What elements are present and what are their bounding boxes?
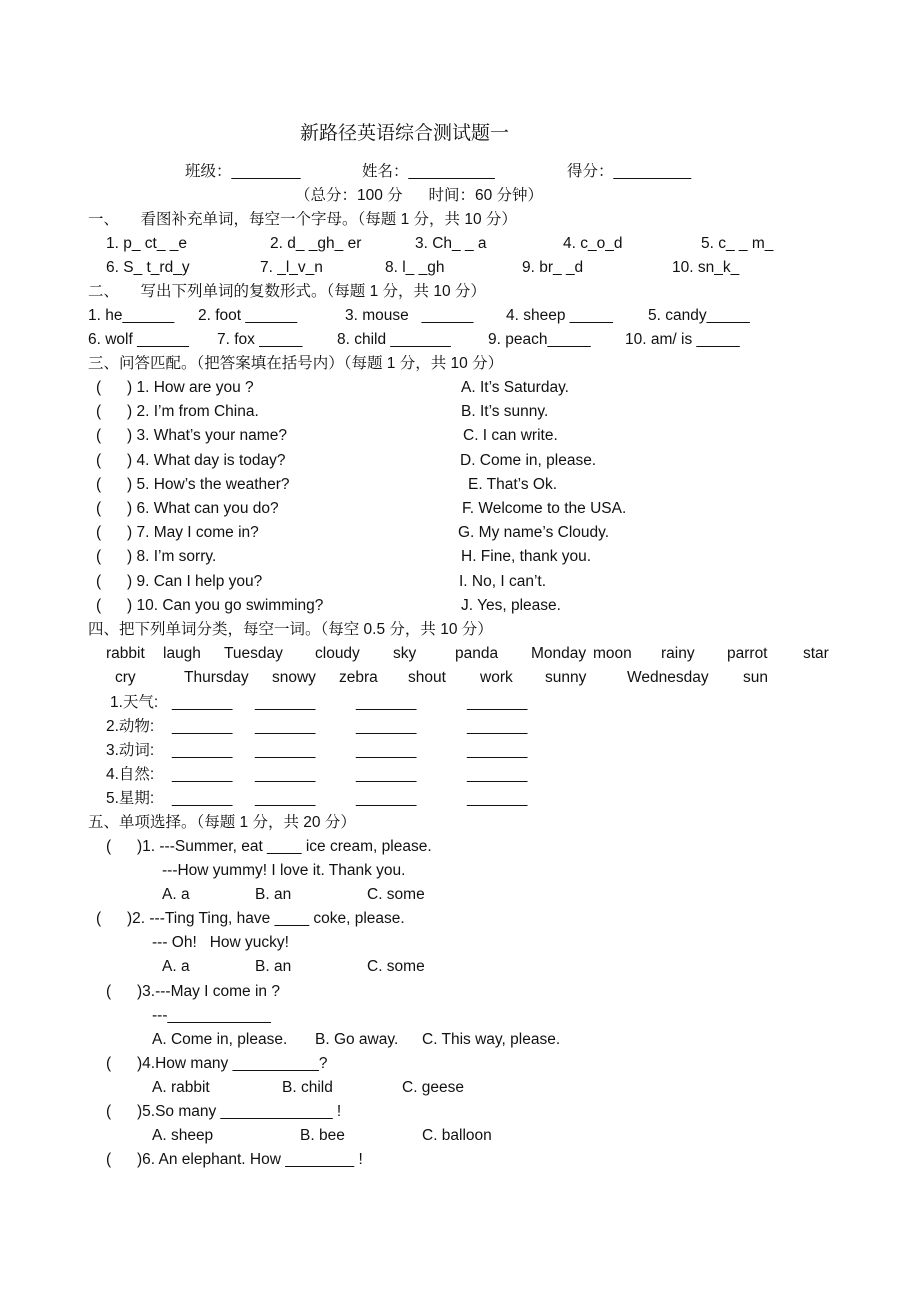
answer-blank: _______ [255, 790, 316, 807]
answer-blank: _______ [356, 742, 417, 759]
answer-blank: _______ [172, 694, 233, 711]
plural-item: 5. candy_____ [648, 307, 750, 324]
option: B. an [255, 886, 292, 903]
section2-heading: 二、 写出下列单词的复数形式。（每题 1 分，共 10 分） [88, 283, 486, 300]
category-label: 5.星期: [106, 790, 155, 807]
plural-item: 10. am/ is _____ [625, 331, 740, 348]
word-bank-item: shout [408, 669, 446, 686]
word-bank-item: panda [455, 645, 499, 662]
category-label: 4.自然: [106, 766, 155, 783]
word-bank-item: moon [593, 645, 632, 662]
option: C. balloon [422, 1127, 492, 1144]
word-bank-item: zebra [339, 669, 378, 686]
answer-blank: _______ [172, 718, 233, 735]
fill-letter-item: 4. c_o_d [563, 235, 623, 252]
answer-blank: _______ [255, 742, 316, 759]
answer-blank: _______ [467, 742, 528, 759]
match-answer: I. No, I can’t. [459, 572, 547, 590]
plural-item: 8. child _______ [337, 331, 451, 348]
option: B. bee [300, 1127, 345, 1144]
section1-heading: 一、 看图补充单词，每空一个字母。（每题 1 分，共 10 分） [88, 211, 517, 228]
answer-blank: _______ [255, 766, 316, 783]
answer-blank: _______ [356, 790, 417, 807]
match-question: ( ) 4. What day is today? [96, 451, 286, 469]
option: C. some [367, 958, 425, 975]
plural-item: 6. wolf ______ [88, 331, 189, 348]
question-reply: --- Oh! How yucky! [152, 934, 289, 951]
match-answer: H. Fine, thank you. [461, 548, 592, 566]
word-bank-item: Monday [531, 645, 587, 662]
match-question: ( ) 3. What’s your name? [96, 427, 287, 445]
question-reply: ---____________ [152, 1007, 271, 1024]
answer-blank: _______ [356, 766, 417, 783]
section4-heading: 四、把下列单词分类，每空一词。（每空 0.5 分，共 10 分） [88, 621, 493, 638]
option: A. Come in, please. [152, 1031, 288, 1048]
match-question: ( ) 6. What can you do? [96, 500, 279, 517]
option: B. Go away. [315, 1031, 399, 1048]
answer-blank: _______ [467, 766, 528, 783]
match-answer: B. It’s sunny. [461, 403, 549, 421]
match-answer: D. Come in, please. [460, 451, 597, 469]
option: B. child [282, 1079, 333, 1096]
plural-item: 1. he______ [88, 307, 175, 324]
question-stem: ( )2. ---Ting Ting, have ____ coke, please. [96, 910, 405, 927]
word-bank-item: work [480, 669, 513, 686]
question-stem: ( )6. An elephant. How ________ ! [106, 1151, 363, 1168]
word-bank-item: sun [743, 669, 768, 686]
word-bank-item: star [803, 645, 829, 662]
answer-blank: _______ [255, 694, 316, 711]
page-title: 新路径英语综合测试题一 [300, 123, 510, 144]
plural-item: 4. sheep _____ [506, 307, 613, 324]
plural-item: 2. foot ______ [198, 307, 298, 324]
question-stem: ( )5.So many _____________ ! [106, 1103, 342, 1120]
fill-letter-item: 6. S_ t_rd_y [106, 259, 190, 276]
section3-heading: 三、问答匹配。（把答案填在括号内）（每题 1 分，共 10 分） [88, 355, 504, 372]
match-answer: F. Welcome to the USA. [462, 500, 627, 517]
plural-item: 9. peach_____ [488, 331, 591, 348]
word-bank-item: Tuesday [224, 645, 283, 662]
option: A. a [162, 886, 190, 903]
match-question: ( ) 7. May I come in? [96, 524, 259, 542]
fill-letter-item: 2. d_ _gh_ er [270, 235, 362, 252]
option: C. some [367, 886, 425, 903]
match-answer: E. That’s Ok. [468, 475, 558, 493]
word-bank-item: rabbit [106, 645, 145, 662]
question-stem: ( )3.---May I come in ? [106, 983, 280, 1000]
match-answer: C. I can write. [463, 427, 558, 445]
answer-blank: _______ [467, 790, 528, 807]
word-bank-item: cloudy [315, 645, 360, 662]
fill-letter-item: 7. _l_v_n [260, 259, 323, 276]
fill-letter-item: 3. Ch_ _ a [415, 235, 487, 252]
match-question: ( ) 1. How are you ? [96, 379, 254, 396]
question-stem: ( )1. ---Summer, eat ____ ice cream, please. [106, 838, 432, 855]
word-bank-item: Thursday [184, 669, 249, 686]
plural-item: 7. fox _____ [217, 331, 303, 348]
fill-letter-item: 8. l_ _gh [385, 259, 445, 276]
category-label: 1.天气: [110, 694, 159, 711]
match-answer: J. Yes, please. [461, 596, 561, 614]
word-bank-item: snowy [272, 669, 316, 686]
match-answer: A. It’s Saturday. [461, 379, 569, 396]
word-bank-item: Wednesday [627, 669, 709, 686]
class-field: 班级：________ [185, 163, 301, 180]
option: B. an [255, 958, 292, 975]
option: A. rabbit [152, 1079, 210, 1096]
answer-blank: _______ [172, 742, 233, 759]
fill-letter-item: 1. p_ ct_ _e [106, 235, 188, 252]
option: C. geese [402, 1079, 465, 1096]
answer-blank: _______ [172, 790, 233, 807]
match-answer: G. My name’s Cloudy. [458, 524, 610, 542]
answer-blank: _______ [356, 718, 417, 735]
word-bank-item: sky [393, 645, 417, 662]
word-bank-item: sunny [545, 669, 587, 686]
match-question: ( ) 10. Can you go swimming? [96, 596, 324, 614]
answer-blank: _______ [356, 694, 417, 711]
match-question: ( ) 2. I’m from China. [96, 403, 259, 421]
option: A. a [162, 958, 190, 975]
answer-blank: _______ [467, 694, 528, 711]
category-label: 3.动词: [106, 742, 155, 759]
totals-line: （总分：100 分 时间：60 分钟） [295, 187, 544, 204]
word-bank-item: laugh [163, 645, 201, 662]
option: A. sheep [152, 1127, 214, 1144]
option: C. This way, please. [422, 1031, 561, 1048]
section5-heading: 五、单项选择。（每题 1 分，共 20 分） [88, 814, 356, 831]
match-question: ( ) 8. I’m sorry. [96, 548, 217, 566]
answer-blank: _______ [467, 718, 528, 735]
fill-letter-item: 9. br_ _d [522, 259, 584, 276]
answer-blank: _______ [255, 718, 316, 735]
question-reply: ---How yummy! I love it. Thank you. [162, 862, 406, 879]
answer-blank: _______ [172, 766, 233, 783]
question-stem: ( )4.How many __________? [106, 1055, 328, 1072]
plural-item: 3. mouse ______ [345, 307, 474, 324]
word-bank-item: rainy [661, 645, 695, 662]
word-bank-item: parrot [727, 645, 768, 662]
word-bank-item: cry [115, 669, 136, 686]
fill-letter-item: 5. c_ _ m_ [701, 235, 774, 252]
match-question: ( ) 5. How’s the weather? [96, 475, 290, 493]
match-question: ( ) 9. Can I help you? [96, 572, 263, 590]
name-field: 姓名：__________ [362, 163, 495, 180]
score-field: 得分：_________ [567, 163, 692, 180]
fill-letter-item: 10. sn_k_ [672, 259, 740, 276]
category-label: 2.动物: [106, 718, 155, 735]
